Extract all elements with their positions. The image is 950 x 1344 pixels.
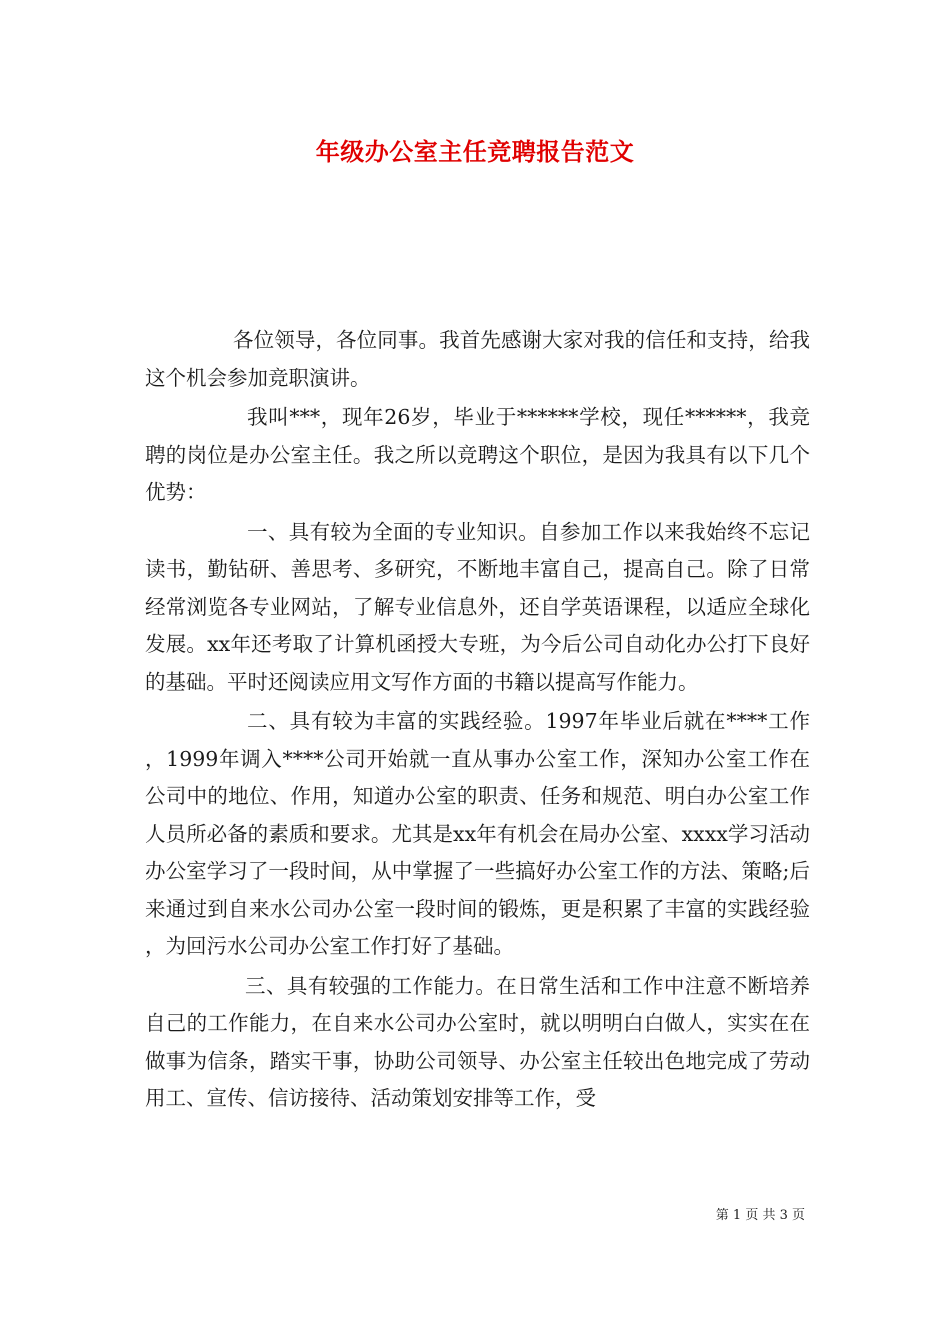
document-body xyxy=(145,322,810,1118)
paragraph-introduction: 我叫***，现年26岁，毕业于******学校，现任******，我竞聘的岗位是办公室主任。我之所以竞聘这个职位，是因为我具有以下几个优势： xyxy=(145,405,810,504)
paragraph-advantage-experience: 二、具有较为丰富的实践经验。1997年毕业后就在****工作，1999年调入****公司开始就一直从事办公室工作，深知办公室工作在公司中的地位、作用，知道办公室的职责、任务和规范、明白办公室工作人员所必备的素质和要求。尤其是xx年有机会在局办公室、xxxx学习活动办公室学习了一段时间，从中掌握了一些搞好办公室工作的方法、策略;后来通过到自来水公司办公室一段时间的锻炼，更是积累了丰富的实践经验，为回污水公司办公室工作打好了基础。 xyxy=(145,709,810,958)
document-title: 年级办公室主任竞聘报告范文 xyxy=(315,137,635,166)
paragraph-greeting: 各位领导，各位同事。我首先感谢大家对我的信任和支持，给我这个机会参加竞职演讲。 xyxy=(145,328,810,390)
page-number-footer: 第 1 页 共 3 页 xyxy=(715,1208,805,1223)
paragraph-advantage-ability: 三、具有较强的工作能力。在日常生活和工作中注意不断培养自己的工作能力，在自来水公司办公室时，就以明明白白做人，实实在在做事为信条，踏实干事，协助公司领导、办公室主任较出色地完成了劳动用工、宣传、信访接待、活动策划安排等工作，受 xyxy=(145,973,810,1110)
paragraph-advantage-knowledge: 一、具有较为全面的专业知识。自参加工作以来我始终不忘记读书，勤钻研、善思考、多研究，不断地丰富自己，提高自己。除了日常经常浏览各专业网站，了解专业信息外，还自学英语课程，以适应全球化发展。xx年还考取了计算机函授大专班，为今后公司自动化办公打下良好的基础。平时还阅读应用文写作方面的书籍以提高写作能力。 xyxy=(145,519,810,694)
